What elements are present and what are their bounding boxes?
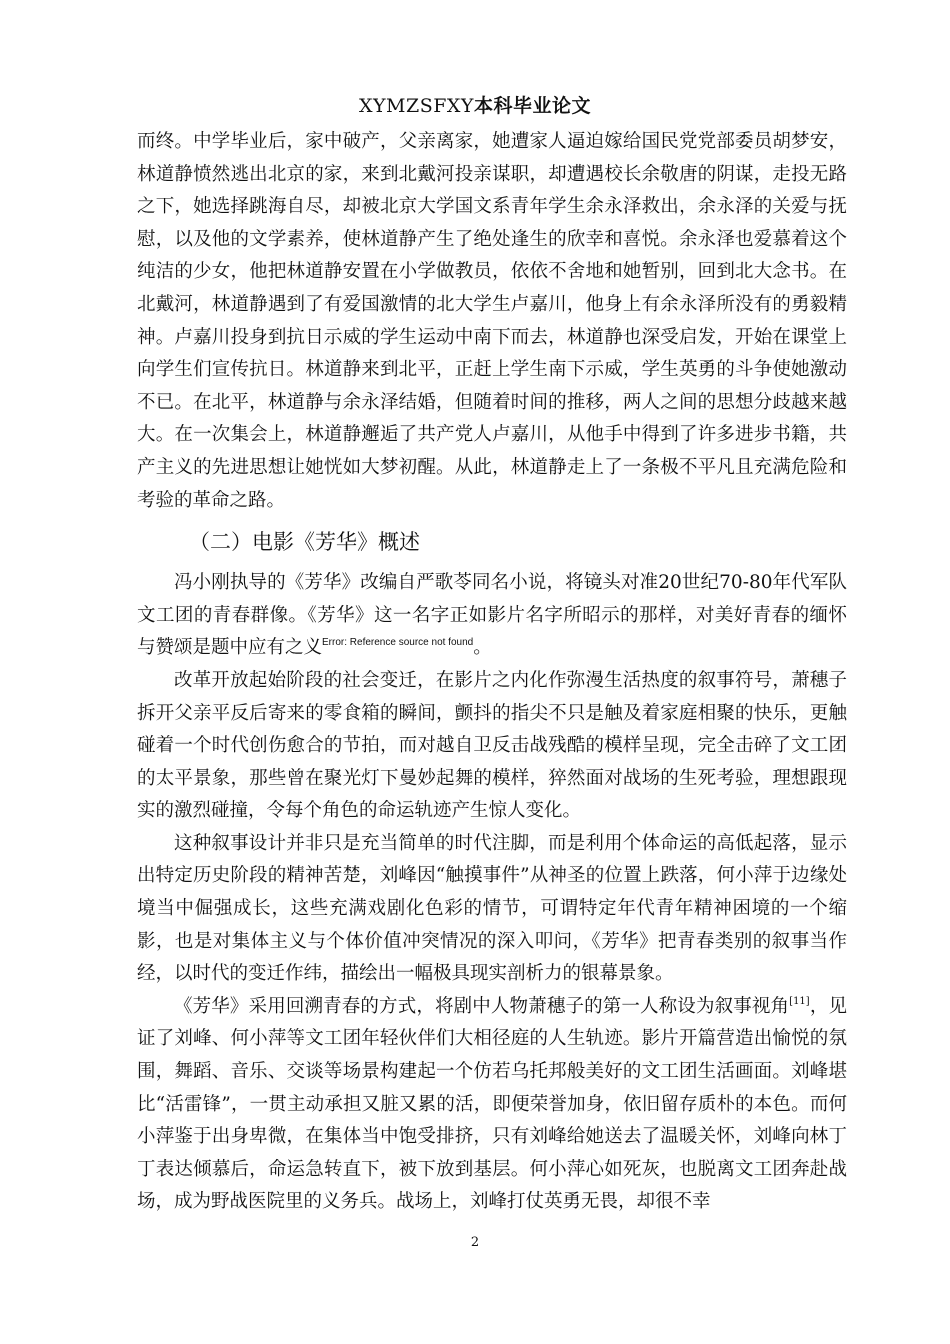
citation-marker: [11] xyxy=(789,995,810,1007)
paragraph-narrative-perspective-text-b: ，见证了刘峰、何小萍等文工团年轻伙伴们大相径庭的人生轨迹。影片开篇营造出愉悦的氛围，舞蹈、音乐、交谈等场景构建起一个仿若乌托邦般美好的文工团生活画面。刘峰堪比“活雷锋”，一贯主动承担又脏又累的活，即便荣誉加身，依旧留存质朴的本色。而何小萍鉴于出身卑微，在集体当中饱受排挤，只有刘峰给她送去了温暖关怀，刘峰向林丁丁表达倾慕后，命运急转直下，被下放到基层。何小萍心如死灰，也脱离文工团奔赴战场，成为野战医院里的义务兵。战场上，刘峰打仗英勇无畏，却很不幸 xyxy=(137,995,847,1213)
section-title-film-overview: （二）电影《芳华》概述 xyxy=(189,530,420,555)
document-body xyxy=(137,126,847,1219)
page-header xyxy=(0,93,950,119)
reference-error-note: Error: Reference source not found xyxy=(322,637,474,649)
header-document-type: 本科毕业论文 xyxy=(473,95,591,117)
paragraph-narrative-perspective xyxy=(137,991,847,1219)
paragraph-film-intro-end: 。 xyxy=(473,637,492,659)
header-school-code: XYMZSFXY xyxy=(358,95,474,117)
paragraph-film-intro xyxy=(137,567,847,665)
paragraph-novel-summary: 而终。中学毕业后，家中破产，父亲离家，她遭家人逼迫嫁给国民党党部委员胡梦安，林道静愤然逃出北京的家，来到北戴河投亲谋职，却遭遇校长余敬唐的阴谋，走投无路之下，她选择跳海自尽，却被北京大学国文系青年学生余永泽救出，余永泽的关爱与抚慰，以及他的文学素养，使林道静产生了绝处逢生的欣幸和喜悦。余永泽也爱慕着这个纯洁的少女，他把林道静安置在小学做教员，依依不舍地和她暂别，回到北大念书。在北戴河，林道静遇到了有爱国激情的北大学生卢嘉川，他身上有余永泽所没有的勇毅精神。卢嘉川投身到抗日示威的学生运动中南下而去，林道静也深受启发，开始在课堂上向学生们宣传抗日。林道静来到北平，正赶上学生南下示威，学生英勇的斗争使她激动不已。在北平，林道静与余永泽结婚，但随着时间的推移，两人之间的思想分歧越来越大。在一次集会上，林道静邂逅了共产党人卢嘉川，从他手中得到了许多进步书籍，共产主义的先进思想让她恍如大梦初醒。从此，林道静走上了一条极不平凡且充满危险和考验的革命之路。 xyxy=(137,131,847,511)
page-number: 2 xyxy=(470,1235,480,1250)
paragraph-narrative-design: 这种叙事设计并非只是充当简单的时代注脚，而是利用个体命运的高低起落，显示出特定历史阶段的精神苦楚，刘峰因“触摸事件”从神圣的位置上跌落，何小萍于边缘处境当中倔强成长，这些充满戏剧化色彩的情节，可谓特定年代青年精神困境的一个缩影，也是对集体主义与个体价值冲突情况的深入叩问，《芳华》把青春类别的叙事当作经，以时代的变迁作纬，描绘出一幅极具现实剖析力的银幕景象。 xyxy=(137,832,847,985)
paragraph-film-intro-text: 冯小刚执导的《芳华》改编自严歌苓同名小说，将镜头对准20世纪70-80年代军队文工团的青春群像。《芳华》这一名字正如影片名字所昭示的那样，对美好青春的缅怀与赞颂是题中应有之义 xyxy=(137,572,847,659)
paragraph-social-change: 改革开放起始阶段的社会变迁，在影片之内化作弥漫生活热度的叙事符号，萧穗子拆开父亲平反后寄来的零食箱的瞬间，颤抖的指尖不只是触及着家庭相聚的快乐，更触碰着一个时代创伤愈合的节拍，而对越自卫反击战残酷的模样呈现，完全击碎了文工团的太平景象，那些曾在聚光灯下曼妙起舞的模样，猝然面对战场的生死考验，理想跟现实的激烈碰撞，令每个角色的命运轨迹产生惊人变化。 xyxy=(137,669,847,822)
page-footer xyxy=(0,1235,950,1251)
paragraph-narrative-perspective-text-a: 《芳华》采用回溯青春的方式，将剧中人物萧穗子的第一人称设为叙事视角 xyxy=(174,995,790,1017)
